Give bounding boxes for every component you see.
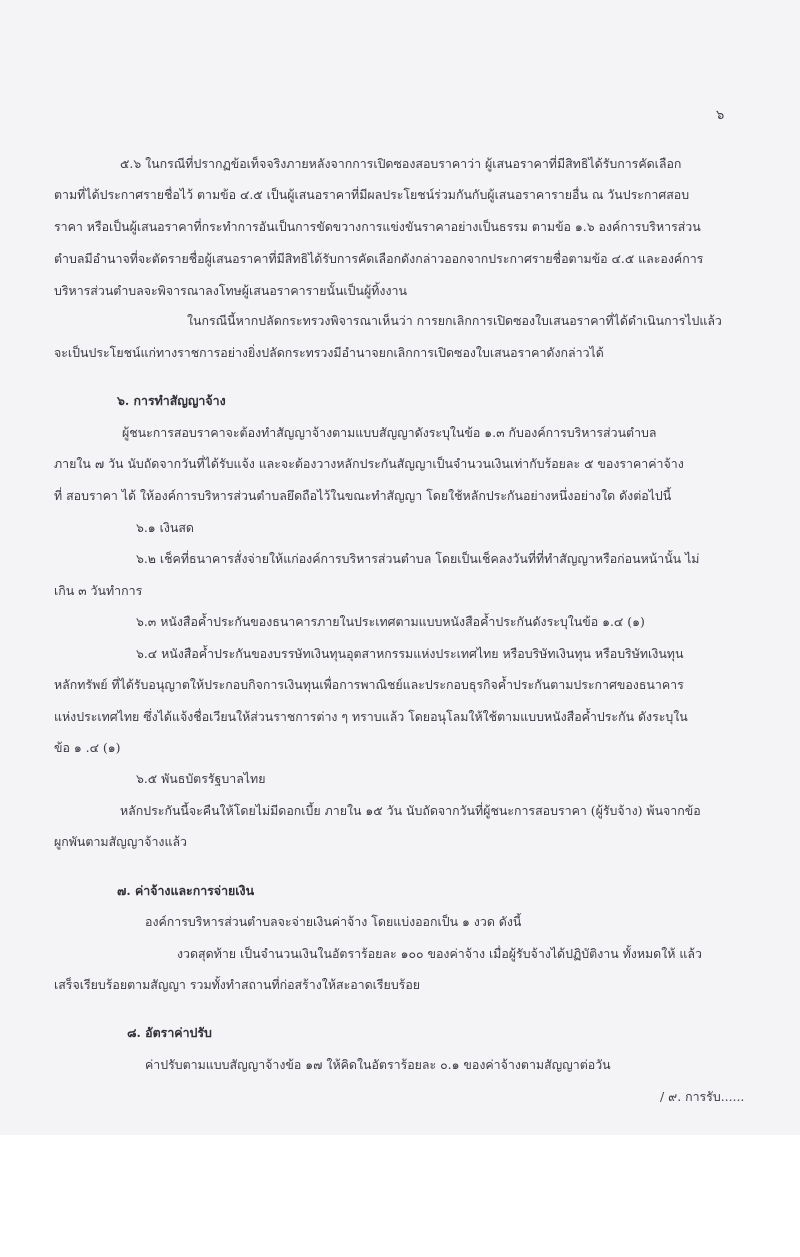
paragraph-line: บริหารส่วนตำบลจะพิจารณาลงโทษผู้เสนอราคารายนั้นเป็นผู้ทิ้งงาน xyxy=(54,283,407,298)
paragraph-line: ข้อ ๑ .๔ (๑) xyxy=(54,740,121,755)
section-heading-7: ๗. ค่าจ้างและการจ่ายเงิน xyxy=(117,883,255,898)
paragraph-line: ผูกพันตามสัญญาจ้างแล้ว xyxy=(54,834,188,849)
paragraph-line: จะเป็นประโยชน์แก่ทางราชการอย่างยิ่งปลัดกระทรวงมีอำนาจยกเลิกการเปิดซองใบเสนอราคาดังกล่าวได้ xyxy=(54,345,604,360)
paragraph-line: ผู้ชนะการสอบราคาจะต้องทำสัญญาจ้างตามแบบสัญญาดังระบุในข้อ ๑.๓ กับองค์การบริหารส่วนตำบล xyxy=(122,425,657,440)
list-item: ๖.๑ เงินสด xyxy=(136,520,194,535)
paragraph-line: ๕.๖ ในกรณีที่ปรากฏข้อเท็จจริงภายหลังจากการเปิดซองสอบราคาว่า ผู้เสนอราคาที่มีสิทธิได้รับการคัดเลือก xyxy=(120,156,682,171)
blank-area xyxy=(0,1135,800,1257)
paragraph-line: หลักทรัพย์ ที่ได้รับอนุญาตให้ประกอบกิจการเงินทุนเพื่อการพาณิชย์และประกอบธุรกิจค้ำประกันตามประกาศของธนาคาร xyxy=(54,677,684,692)
paragraph-line: เกิน ๓ วันทำการ xyxy=(54,583,143,598)
paragraph-line: หลักประกันนี้จะคืนให้โดยไม่มีดอกเบี้ย ภายใน ๑๕ วัน นับถัดจากวันที่ผู้ชนะการสอบราคา (ผู้รับจ้าง) พ้นจากข้อ xyxy=(120,803,701,818)
paragraph-line: ตามที่ได้ประกาศรายชื่อไว้ ตามข้อ ๔.๕ เป็นผู้เสนอราคาที่มีผลประโยชน์ร่วมกันกับผู้เสนอราคารายอื่น ณ วันประกาศสอบ xyxy=(54,187,690,202)
list-item: ๖.๔ หนังสือค้ำประกันของบรรษัทเงินทุนอุตสาหกรรมแห่งประเทศไทย หรือบริษัทเงินทุน หรือบริษัทเงินทุน xyxy=(136,646,684,661)
paragraph-line: งวดสุดท้าย เป็นจำนวนเงินในอัตราร้อยละ ๑๐๐ ของค่าจ้าง เมื่อผู้รับจ้างได้ปฏิบัติงาน ทั้งหมดให้ แล้ว xyxy=(177,946,702,961)
paragraph-line: เสร็จเรียบร้อยตามสัญญา รวมทั้งทำสถานที่ก่อสร้างให้สะอาดเรียบร้อย xyxy=(54,977,421,992)
section-heading-8: ๘. อัตราค่าปรับ xyxy=(127,1025,212,1040)
paragraph-line: องค์การบริหารส่วนตำบลจะจ่ายเงินค่าจ้าง โดยแบ่งออกเป็น ๑ งวด ดังนี้ xyxy=(145,914,522,929)
paragraph-line: ค่าปรับตามแบบสัญญาจ้างข้อ ๑๗ ให้คิดในอัตราร้อยละ ๐.๑ ของค่าจ้างตามสัญญาต่อวัน xyxy=(145,1057,611,1072)
paragraph-line: ภายใน ๗ วัน นับถัดจากวันที่ได้รับแจ้ง และจะต้องวางหลักประกันสัญญาเป็นจำนวนเงินเท่ากับร้อยละ ๕ ของราคาค่าจ้าง xyxy=(54,456,684,471)
list-item: ๖.๕ พันธบัตรรัฐบาลไทย xyxy=(136,771,266,786)
continuation-footer: / ๙. การรับ...... xyxy=(660,1089,745,1104)
page-number: ๖ xyxy=(716,108,725,123)
list-item: ๖.๒ เช็คที่ธนาคารสั่งจ่ายให้แก่องค์การบริหารส่วนตำบล โดยเป็นเช็คลงวันที่ที่ทำสัญญาหรือก่อนหน้านั้น ไม่ xyxy=(136,551,700,566)
paragraph-line: ตำบลมีอำนาจที่จะตัดรายชื่อผู้เสนอราคาที่มีสิทธิได้รับการคัดเลือกดังกล่าวออกจากประกาศรายชื่อตามข้อ ๔.๕ และองค์การ xyxy=(54,251,704,266)
section-heading-6: ๖. การทำสัญญาจ้าง xyxy=(117,393,226,408)
paragraph-line: ราคา หรือเป็นผู้เสนอราคาที่กระทำการอันเป็นการขัดขวางการแข่งขันราคาอย่างเป็นธรรม ตามข้อ ๑.๖ องค์การบริหารส่วน xyxy=(54,219,701,234)
paragraph-line: ที่ สอบราคา ได้ ให้องค์การบริหารส่วนตำบลยึดถือไว้ในขณะทำสัญญา โดยใช้หลักประกันอย่างหนึ่งอย่างใด ดังต่อไปนี้ xyxy=(54,488,672,503)
list-item: ๖.๓ หนังสือค้ำประกันของธนาคารภายในประเทศตามแบบหนังสือค้ำประกันดังระบุในข้อ ๑.๔ (๑) xyxy=(136,614,645,629)
paragraph-line: แห่งประเทศไทย ซึ่งได้แจ้งชื่อเวียนให้ส่วนราชการต่าง ๆ ทราบแล้ว โดยอนุโลมให้ใช้ตามแบบหนังสือค้ำประกัน ดังระบุใน xyxy=(54,709,688,724)
paragraph-line: ในกรณีนี้หากปลัดกระทรวงพิจารณาเห็นว่า การยกเลิกการเปิดซองใบเสนอราคาที่ได้ดำเนินการไปแล้ว xyxy=(187,313,722,328)
